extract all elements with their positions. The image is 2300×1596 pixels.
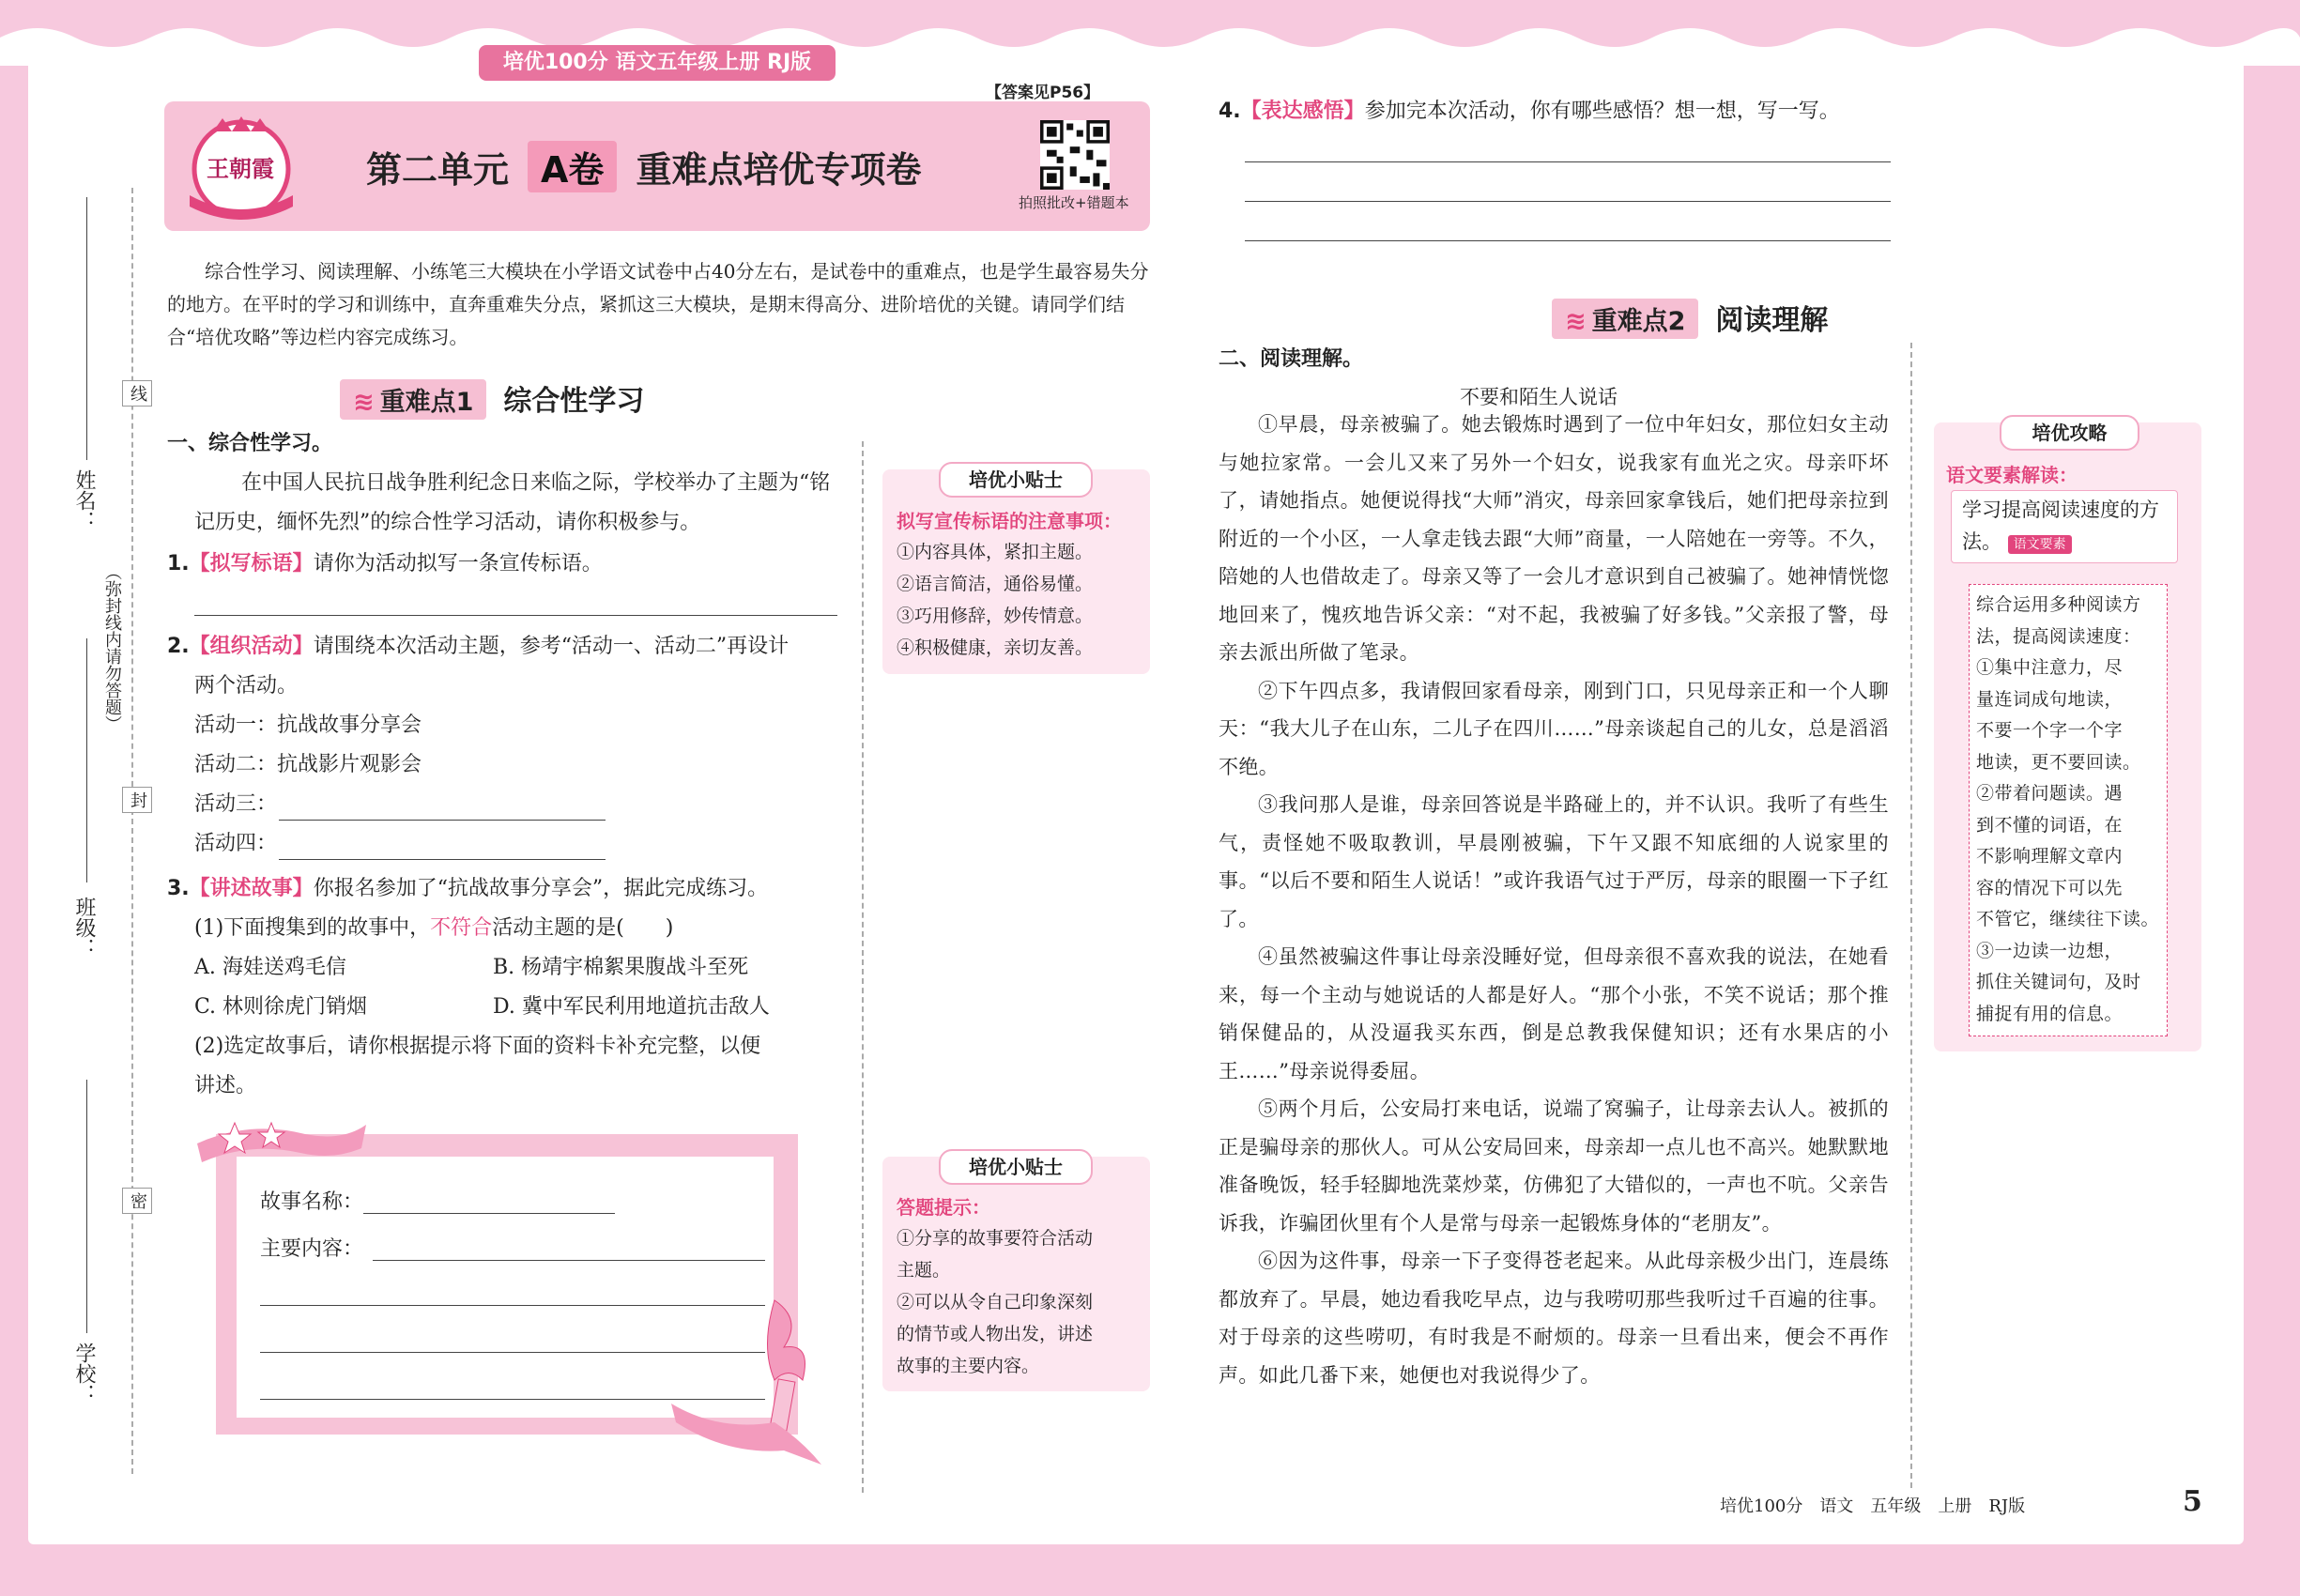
tip-2-title: 培优小贴士	[939, 1149, 1093, 1185]
tip-1-item: ④积极健康，亲切友善。	[897, 637, 1094, 658]
card-content-line-2[interactable]	[260, 1305, 765, 1306]
activity-3-line[interactable]	[279, 820, 606, 821]
part1-label: 一、综合性学习。	[167, 432, 333, 455]
tip-2-item: 主题。	[897, 1260, 951, 1281]
q3-text: 你报名参加了“抗战故事分享会”，据此完成练习。	[313, 877, 769, 900]
section2-title: 阅读理解	[1715, 304, 1829, 337]
q4-number: 4.	[1219, 100, 1241, 123]
section1-heading	[340, 377, 644, 420]
wave-icon: ≋	[1565, 307, 1587, 336]
section1-tag: 重难点1	[379, 388, 474, 417]
question-3	[167, 869, 768, 909]
tip-3-line: 不管它，继续往下读。	[1976, 909, 2160, 929]
card-content-line-3[interactable]	[260, 1352, 765, 1353]
tip-1-item: ①内容具体，紧扣主题。	[897, 542, 1094, 562]
title-volume-badge: A卷	[528, 141, 617, 192]
tip-3-line: ③一边读一边想，	[1976, 940, 2124, 961]
tip-3-line: ②带着问题读。遇	[1976, 783, 2124, 804]
story-body	[1219, 406, 1889, 1394]
q1-answer-line[interactable]	[194, 615, 837, 616]
q1-number: 1.	[167, 552, 190, 575]
option-c[interactable]: C. 林则徐虎门销烟	[194, 995, 368, 1019]
q2-number: 2.	[167, 635, 190, 658]
option-b[interactable]: B. 杨靖宇棉絮果腹战斗至死	[493, 956, 749, 979]
column-divider	[862, 441, 864, 1493]
question-2	[167, 627, 789, 667]
q2-text: 请围绕本次活动主题，参考“活动一、活动二”再设计	[313, 635, 790, 658]
tip-3-subtitle: 语文要素解读：	[1946, 464, 2078, 486]
logo-text: 王朝霞	[207, 155, 274, 182]
q3-sub1-highlight: 不符合	[430, 916, 493, 940]
q1-text: 请你为活动拟写一条宣传标语。	[313, 552, 603, 575]
seal-mark: 封	[122, 787, 152, 813]
intro-paragraph: 综合性学习、阅读理解、小练笔三大模块在小学语文试卷中占40分左右，是试卷中的重难点，也是学生最容易失分的地方。在平时的学习和训练中，直奔重难失分点，紧抓这三大模块，是期末得高分、进阶培优的关键。请同学们结合“培优攻略”等边栏内容完成练习。	[167, 260, 1149, 348]
q2-tag: 【组织活动】	[189, 635, 314, 658]
tip-2-item: 故事的主要内容。	[897, 1356, 1040, 1376]
answer-reference: 【答案见P56】	[986, 84, 1100, 102]
story-paragraph: ③我问那人是谁，母亲回答说是半路碰上的，并不认识。我听了有些生气，责怪她不吸取教训，早晨刚被骗，下午又跟不知底细的人说家里的事。“以后不要和陌生人说话！”或许我语气过于严厉，母亲的眼圈一下子红了。	[1219, 793, 1889, 930]
tip-3-line: 抓住关键词句，及时	[1976, 972, 2141, 992]
story-paragraph: ⑤两个月后，公安局打来电话，说端了窝骗子，让母亲去认人。被抓的正是骗母亲的那伙人。可从公安局回来，母亲却一点儿也不高兴。她默默地准备晚饭，轻手轻脚地洗菜炒菜，仿佛犯了大错似的，一声也不吭。父亲告诉我，诈骗团伙里有个人是常与母亲一起锻炼身体的“老朋友”。	[1219, 1097, 1889, 1235]
tip-1-subtitle: 拟写宣传标语的注意事项：	[897, 510, 1122, 532]
tip-3-line: 不要一个字一个字	[1976, 720, 2124, 741]
story-title: 不要和陌生人说话	[1460, 386, 1618, 408]
name-label: 姓名：	[72, 469, 96, 531]
tip-1-item: ②语言简洁，通俗易懂。	[897, 574, 1094, 594]
tip-2-item: ②可以从令自己印象深刻	[897, 1292, 1094, 1312]
tip-3-methods	[1976, 590, 2164, 1030]
tip-3-line: 地读，更不要回读。	[1976, 751, 2141, 773]
sealing-notice: （弥封线内请勿答题）	[102, 563, 122, 732]
tip-3-line: 法，提高阅读速度：	[1976, 625, 2141, 647]
section2-heading	[1552, 297, 1828, 339]
story-paragraph: ④虽然被骗这件事让母亲没睡好觉，但母亲很不喜欢我的说法，在她看来，每一个主动与她说话的人都是好人。“那个小张，不笑不说话；那个推销保健品的，从没逼我买东西，倒是总教我保健知识；还有水果店的小王……”母亲说得委屈。	[1219, 945, 1889, 1082]
seal2-mark: 密	[122, 1188, 152, 1214]
q3-sub2: (2)选定故事后，请你根据提示将下面的资料卡补充完整，以便	[194, 1035, 761, 1058]
story-paragraph: ①早晨，母亲被骗了。她去锻炼时遇到了一位中年妇女，那位妇女主动与她拉家常。一会儿又来了另外一个妇女，说我家有血光之灾。母亲吓坏了，请她指点。她便说得找“大师”消灾，母亲回家拿钱后，她们把母亲拉到附近的一个小区，一人拿走钱去跟“大师”商量，一人陪她在一旁等。不久，陪她的人也借故走了。母亲又等了一会儿才意识到自己被骗了。她神情恍惚地回来了，愧疚地告诉父亲：“对不起，我被骗了好多钱。”父亲报了警，母亲去派出所做了笔录。	[1219, 413, 1889, 664]
card-content-label: 主要内容：	[260, 1237, 364, 1261]
tip-3-line: 容的情况下可以先	[1976, 877, 2124, 898]
q2-text-cont: 两个活动。	[194, 674, 299, 698]
qr-caption: 拍照批改+错题本	[1019, 194, 1129, 211]
tip-2-subtitle: 答题提示：	[897, 1196, 990, 1219]
q4-tag: 【表达感悟】	[1240, 100, 1365, 123]
card-story-name-label: 故事名称：	[260, 1190, 364, 1214]
tip-3-line: 量连词成句地读，	[1976, 688, 2124, 710]
tip-1-body	[897, 536, 1093, 664]
part1-lead: 在中国人民抗日战争胜利纪念日来临之际，学校举办了主题为“铭记历史，缅怀先烈”的综合性学习活动，请你积极参与。	[194, 471, 831, 534]
q4-answer-line-2[interactable]	[1245, 201, 1891, 202]
q3-sub2-cont: 讲述。	[194, 1074, 257, 1097]
tip-2-item: ①分享的故事要符合活动	[897, 1228, 1094, 1249]
section1-title: 综合性学习	[503, 385, 645, 418]
wave-icon: ≋	[353, 388, 375, 417]
q3-number: 3.	[167, 877, 190, 900]
tip-1-item: ③巧用修辞，妙传情意。	[897, 606, 1094, 626]
tip-3-line: 到不懂的词语，在	[1976, 814, 2124, 836]
qr-code-icon[interactable]	[1040, 120, 1110, 190]
header-tag: 培优100分 语文五年级上册 RJ版	[479, 45, 836, 81]
card-story-name-line[interactable]	[363, 1213, 615, 1214]
card-content-line-1[interactable]	[373, 1260, 765, 1261]
tip-3-quote-text: 学习提高阅读速度的方法。	[1962, 499, 2159, 553]
page-number: 5	[2183, 1485, 2202, 1518]
line-mark: 线	[122, 380, 152, 407]
tip-3-line: 综合运用多种阅读方	[1976, 594, 2141, 615]
story-paragraph: ⑥因为这件事，母亲一下子变得苍老起来。从此母亲极少出门，连晨练都放弃了。早晨，她边看我吃早点，边与我唠叨那些我听过千百遍的往事。对于母亲的这些唠叨，有时我是不耐烦的。母亲一旦看出来，便会不再作声。如此几番下来，她便也对我说得少了。	[1219, 1250, 1889, 1387]
question-4	[1219, 92, 1840, 131]
page-title	[366, 141, 921, 192]
school-line[interactable]	[86, 1080, 87, 1333]
q1-tag: 【拟写标语】	[189, 552, 314, 575]
tip-3-quote	[1962, 494, 2176, 560]
activity-3: 活动三：	[194, 792, 278, 816]
activity-1: 活动一：抗战故事分享会	[194, 714, 422, 737]
title-name: 重难点培优专项卷	[636, 149, 922, 191]
part2-label: 二、阅读理解。	[1219, 347, 1364, 371]
activity-4: 活动四：	[194, 832, 278, 855]
tip-3-line: 不影响理解文章内	[1976, 846, 2124, 867]
tip-3-line: ①集中注意力，尽	[1976, 657, 2124, 678]
card-content-line-4[interactable]	[260, 1399, 765, 1400]
torch-decoration	[671, 1291, 836, 1469]
class-line[interactable]	[86, 638, 87, 882]
option-d[interactable]: D. 冀中军民利用地道抗击敌人	[493, 995, 770, 1019]
question-1	[167, 545, 603, 584]
q3-sub1-a: (1)下面搜集到的故事中，	[194, 916, 431, 940]
option-a[interactable]: A. 海娃送鸡毛信	[194, 956, 346, 979]
activity-4-line[interactable]	[279, 859, 606, 860]
q4-answer-line-1[interactable]	[1245, 161, 1891, 162]
q3-sub1	[194, 909, 673, 948]
section2-tag: 重难点2	[1591, 307, 1686, 336]
tip-2-item: 的情节或人物出发，讲述	[897, 1324, 1094, 1344]
activity-2: 活动二：抗战影片观影会	[194, 753, 422, 776]
tip-3-line: 捕捉有用的信息。	[1976, 1003, 2124, 1024]
ribbon-stars-decoration	[192, 1115, 371, 1172]
q4-text: 参加完本次活动，你有哪些感悟？想一想，写一写。	[1364, 100, 1840, 123]
q3-sub1-c: 活动主题的是( )	[492, 916, 674, 940]
q4-answer-line-3[interactable]	[1245, 240, 1891, 241]
class-label: 班级：	[72, 897, 96, 959]
name-line[interactable]	[86, 197, 87, 460]
school-label: 学校：	[72, 1343, 96, 1404]
tip-2-body	[897, 1222, 1093, 1382]
tip-3-title: 培优攻略	[2000, 415, 2139, 451]
story-paragraph: ②下午四点多，我请假回家看母亲，刚到门口，只见母亲正和一个人聊天：“我大儿子在山东，二儿子在四川……”母亲谈起自己的儿女，总是滔滔不绝。	[1219, 679, 1889, 778]
tip-3-quote-tag: 语文要素	[2008, 535, 2072, 554]
title-unit: 第二单元	[366, 149, 510, 191]
footer-info: 培优100分 语文 五年级 上册 RJ版	[1720, 1496, 2026, 1516]
tip-1-title: 培优小贴士	[939, 462, 1093, 498]
q3-tag: 【讲述故事】	[189, 877, 314, 900]
right-column-divider	[1910, 343, 1912, 1488]
